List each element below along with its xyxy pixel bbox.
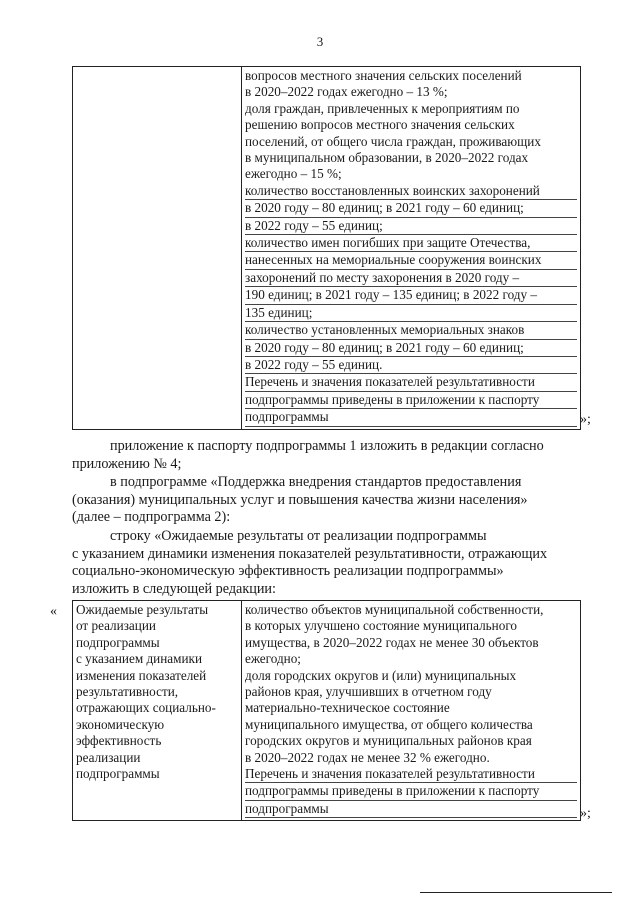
text-line: отражающих социально-: [76, 700, 216, 716]
text-line: нанесенных на мемориальные сооружения воинских: [245, 252, 577, 269]
table2-opening-quote: «: [50, 604, 57, 619]
text-line: ежегодно – 15 %;: [245, 166, 342, 182]
paragraph-line: с указанием динамики изменения показателей результативности, отражающих: [72, 545, 548, 562]
table1-right-cell: [242, 67, 581, 430]
text-line: в 2020 году – 80 единиц; в 2021 году – 60 единиц;: [245, 340, 577, 357]
paragraph-subprogram-2: [72, 474, 580, 527]
text-line: подпрограммы приведены в приложении к паспорту: [245, 783, 577, 800]
text-line: в 2022 году – 55 единиц.: [245, 357, 577, 374]
text-line: доля граждан, привлеченных к мероприятиям по: [245, 100, 520, 116]
text-line: в которых улучшено состояние муниципального: [245, 618, 517, 634]
text-line: имущества, в 2020–2022 годах не менее 30 объектов: [245, 634, 539, 650]
table1-left-cell: [73, 67, 242, 430]
text-line: в муниципальном образовании, в 2020–2022 годах: [245, 150, 529, 166]
text-line: 190 единиц; в 2021 году – 135 единиц; в 2022 году –: [245, 287, 577, 304]
passport-table-continued: [72, 66, 581, 430]
paragraph-line: строку «Ожидаемые результаты от реализации подпрограммы: [110, 528, 487, 544]
text-line: подпрограммы: [245, 801, 577, 818]
paragraph-appendix-4: [72, 438, 580, 473]
footer-rule: [420, 892, 612, 893]
table2-left-cell: [73, 601, 242, 821]
paragraph-expected-results-row: [72, 528, 580, 598]
text-line: количество установленных мемориальных знаков: [245, 322, 577, 339]
text-line: поселений, от общего числа граждан, проживающих: [245, 133, 541, 149]
table2-right-text: [245, 602, 577, 818]
text-line: Ожидаемые результаты: [76, 602, 209, 617]
expected-results-table: [72, 600, 581, 821]
text-line: в 2020–2022 годах не менее 32 % ежегодно.: [245, 749, 490, 765]
text-line: подпрограммы: [76, 766, 160, 782]
page-number: 3: [316, 34, 324, 49]
paragraph-line: в подпрограмме «Поддержка внедрения стандартов предоставления: [110, 474, 522, 490]
text-line: изменения показателей: [76, 667, 207, 683]
text-line: Перечень и значения показателей результативности: [245, 374, 577, 391]
text-line: ежегодно;: [245, 651, 301, 667]
paragraph-line: (оказания) муниципальных услуг и повышения качества жизни населения»: [72, 491, 528, 508]
paragraph-line: (далее – подпрограмма 2):: [72, 509, 231, 526]
text-line: захоронений по месту захоронения в 2020 году –: [245, 270, 577, 287]
text-line: 135 единиц;: [245, 305, 577, 322]
text-line: решению вопросов местного значения сельских: [245, 117, 515, 133]
table2-closing-quote: »;: [580, 806, 591, 821]
text-line: количество имен погибших при защите Отечества,: [245, 235, 577, 252]
text-line: муниципального имущества, от общего количества: [245, 716, 533, 732]
text-line: материально-техническое состояние: [245, 700, 450, 716]
table1-closing-quote: »;: [580, 412, 591, 427]
text-line: реализации: [76, 749, 141, 765]
text-line: Перечень и значения показателей результативности: [245, 766, 577, 783]
text-line: доля городских округов и (или) муниципальных: [245, 667, 517, 683]
text-line: от реализации: [76, 618, 156, 634]
paragraph-line: приложению № 4;: [72, 455, 182, 472]
text-line: эффективность: [76, 733, 162, 749]
text-line: подпрограммы приведены в приложении к паспорту: [245, 392, 577, 409]
text-line: в 2020 году – 80 единиц; в 2021 году – 60 единиц;: [245, 200, 577, 217]
table2-left-text: [76, 602, 238, 782]
text-line: вопросов местного значения сельских поселений: [245, 68, 522, 83]
text-line: районов края, улучшивших в отчетном году: [245, 684, 492, 700]
text-line: в 2020–2022 годах ежегодно – 13 %;: [245, 84, 448, 100]
table2-right-cell: [242, 601, 581, 821]
text-line: подпрограммы: [76, 634, 160, 650]
text-line: результативности,: [76, 684, 179, 700]
text-line: количество восстановленных воинских захоронений: [245, 183, 577, 200]
text-line: подпрограммы: [245, 409, 577, 426]
text-line: с указанием динамики: [76, 651, 203, 667]
text-line: экономическую: [76, 716, 165, 732]
paragraph-line: социально-экономическую эффективность реализации подпрограммы»: [72, 563, 504, 580]
paragraph-line: изложить в следующей редакции:: [72, 580, 276, 597]
text-line: в 2022 году – 55 единиц;: [245, 218, 577, 235]
table1-right-text: [245, 68, 577, 427]
paragraph-line: приложение к паспорту подпрограммы 1 изложить в редакции согласно: [110, 438, 544, 454]
text-line: городских округов и муниципальных районов края: [245, 733, 532, 749]
text-line: количество объектов муниципальной собственности,: [245, 602, 544, 617]
